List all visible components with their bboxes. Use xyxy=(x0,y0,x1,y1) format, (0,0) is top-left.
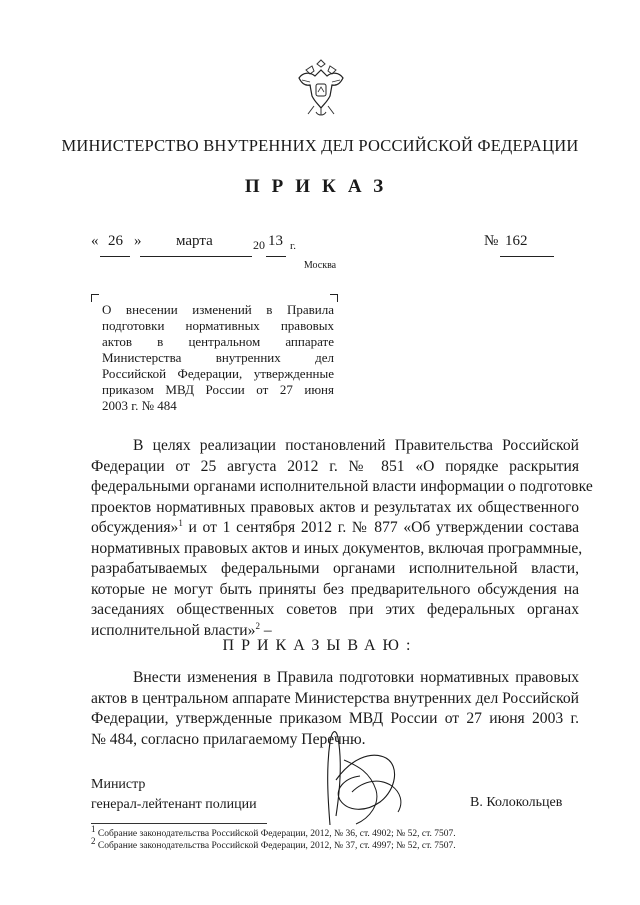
signatory-position: Министр xyxy=(91,777,146,792)
signatory-name: В. Колокольцев xyxy=(470,795,563,810)
decree-line: № 484, согласно прилагаемому Перечню. xyxy=(91,730,366,748)
ministry-name: МИНИСТЕРСТВО ВНУТРЕННИХ ДЕЛ РОССИЙСКОЙ ФЕДЕРАЦИИ xyxy=(61,136,579,155)
subject-line: приказом МВД России от 27 июня xyxy=(102,382,334,397)
decree-line: актов в центральном аппарате Министерства внутренних дел Российской xyxy=(91,689,579,707)
decree-line: Федерации, утвержденные приказом МВД России от 27 июня 2003 г. xyxy=(91,710,579,727)
order-number: 162 xyxy=(505,233,528,249)
footnote-item xyxy=(91,835,456,852)
order-subject xyxy=(102,302,334,414)
date-open-quote: « xyxy=(91,233,99,249)
preamble-paragraph xyxy=(91,436,593,641)
footnote-text: Собрание законодательства Российской Федерации, 2012, № 37, ст. 4997; № 52, ст. 7507. xyxy=(97,841,456,851)
footnote-number: 1 xyxy=(91,823,96,834)
footnote-text: Собрание законодательства Российской Федерации, 2012, № 36, ст. 4902; № 52, ст. 7507. xyxy=(97,829,456,839)
preamble-text: и от 1 сентября 2012 г. № 877 «Об утверждении состава xyxy=(182,519,579,536)
subject-line: Российской Федерации, утвержденные xyxy=(102,366,334,381)
preamble-line: заседаниях общественных советов при этих федеральных органах xyxy=(91,601,579,618)
footnote-ref-2: 2 xyxy=(255,620,260,631)
subject-line: актов в центральном аппарате xyxy=(102,334,334,349)
preamble-line: В целях реализации постановлений Правительства Российской xyxy=(133,437,579,454)
preamble-line: которые не могут быть приняты без предварительного обсуждения на xyxy=(91,580,579,598)
signatory-rank: генерал-лейтенант полиции xyxy=(91,797,257,812)
preamble-line xyxy=(91,518,579,539)
order-directive-heading: ПРИКАЗЫВАЮ: xyxy=(222,637,418,654)
subject-line: 2003 г. № 484 xyxy=(102,398,177,413)
double-headed-eagle-icon xyxy=(294,56,348,118)
preamble-line: Федерации от 25 августа 2012 г. № 851 «О порядке раскрытия xyxy=(91,457,579,475)
subject-line: О внесении изменений в Правила xyxy=(102,302,334,317)
footnote-separator xyxy=(91,823,267,824)
preamble-text: исполнительной власти» xyxy=(91,621,256,639)
date-year-abbr: г. xyxy=(290,240,297,252)
preamble-line: нормативных правовых актов и иных документов, включая программные, xyxy=(91,539,583,557)
subject-corner-left xyxy=(91,294,99,302)
subject-corner-right xyxy=(330,294,338,302)
footnotes xyxy=(91,823,456,852)
date-year-suffix: 13 xyxy=(268,233,283,249)
date-day: 26 xyxy=(108,233,123,249)
footnote-number: 2 xyxy=(91,835,96,846)
preamble-text: обсуждения» xyxy=(91,519,179,536)
decree-line: Внести изменения в Правила подготовки нормативных правовых xyxy=(133,669,579,686)
date-month: марта xyxy=(176,233,213,249)
number-sign: № xyxy=(484,233,499,249)
subject-line: подготовки нормативных правовых xyxy=(102,318,334,333)
preamble-line: проектов нормативных правовых актов и результатах их общественного xyxy=(91,498,579,516)
document-type-title: ПРИКАЗ xyxy=(244,176,396,197)
preamble-line: федеральными органами исполнительной власти информации о подготовке xyxy=(91,478,593,495)
date-close-quote: » xyxy=(134,233,142,249)
footnote-ref-1: 1 xyxy=(178,517,183,528)
subject-line: Министерства внутренних дел xyxy=(102,350,334,365)
footnote-item xyxy=(91,823,456,840)
date-year-prefix: 20 xyxy=(253,238,265,252)
city: Москва xyxy=(303,260,337,271)
signatory-title xyxy=(91,775,257,815)
preamble-text: – xyxy=(259,621,272,639)
handwritten-signature-icon xyxy=(300,720,420,830)
preamble-line: разрабатываемых федеральными органами исполнительной власти, xyxy=(91,560,579,577)
